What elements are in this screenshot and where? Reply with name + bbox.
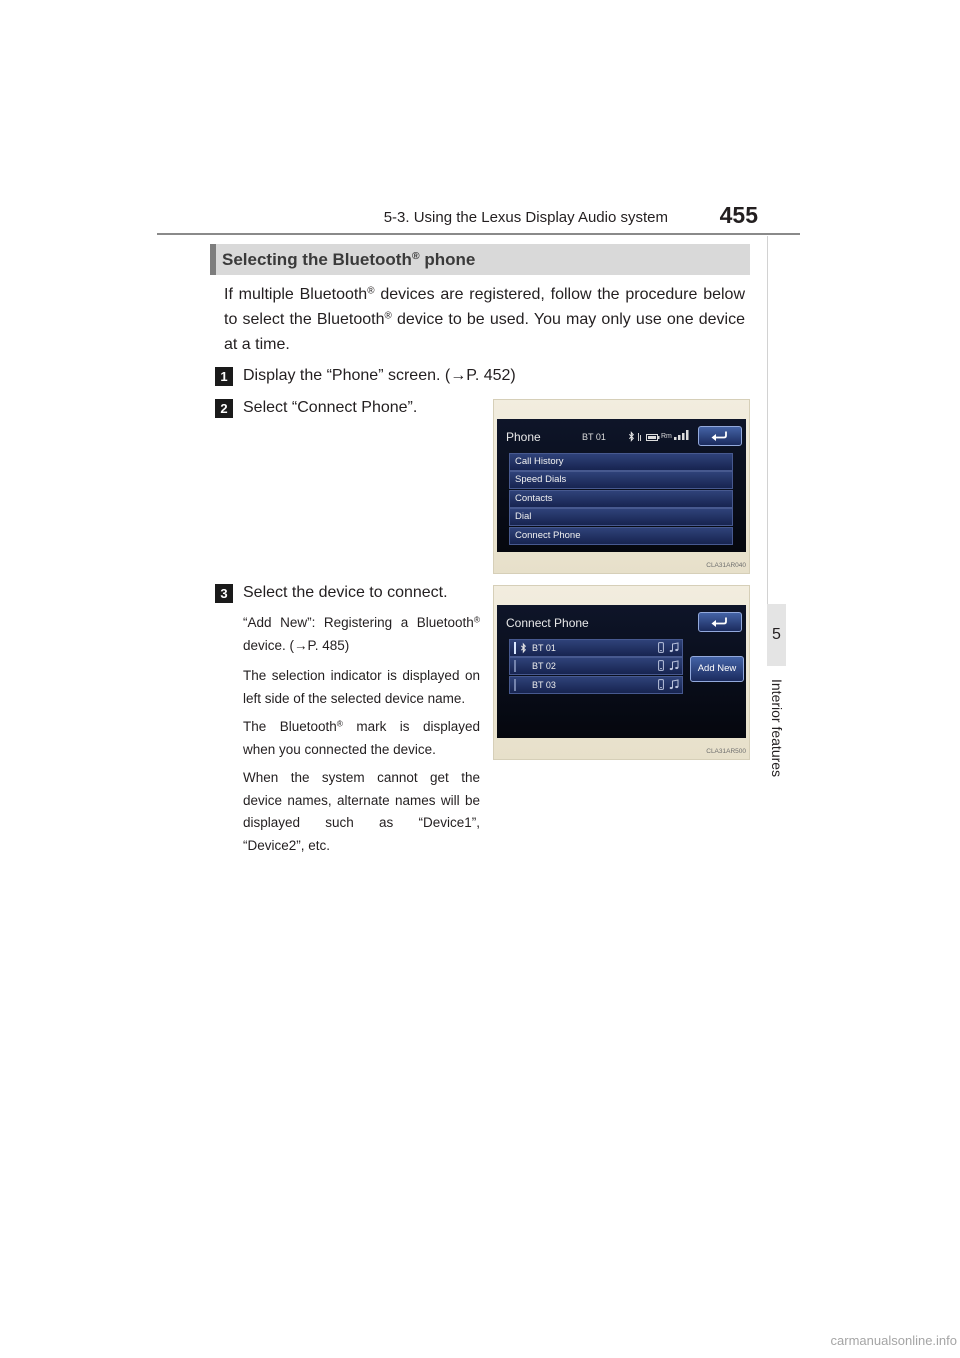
music-note-icon (669, 642, 679, 653)
note-line: device names, alternate names will be (243, 792, 480, 808)
bluetooth-icon (628, 431, 635, 442)
note-bluetooth-mark (243, 716, 480, 761)
note-add-new (243, 612, 480, 657)
back-button (698, 612, 742, 632)
step-number-3: 3 (215, 584, 233, 603)
header-rule (157, 233, 800, 235)
note-line: device. (→P. 485) (243, 637, 350, 653)
bluetooth-icon (520, 642, 527, 654)
text-run: devices are registered, follow the procedure below (374, 286, 745, 303)
heading-text: phone (419, 250, 476, 269)
device-row-bt02 (509, 657, 683, 675)
section-heading-bar (210, 244, 750, 275)
roaming-indicator: Rm (661, 433, 672, 440)
device-row-bt03 (509, 676, 683, 694)
text-run: If multiple Bluetooth (224, 286, 368, 303)
figure-code: CLA31AR500 (706, 748, 746, 755)
menu-item-call-history: Call History (509, 453, 733, 471)
note-line: “Device2”, etc. (243, 838, 331, 854)
selection-indicator (514, 679, 516, 691)
data-transfer-icon (637, 432, 642, 442)
registered-mark: ® (411, 250, 420, 263)
step-text-2: Select “Connect Phone”. (243, 399, 418, 416)
battery-icon (646, 434, 660, 441)
menu-item-connect-phone: Connect Phone (509, 527, 733, 545)
chapter-title-tab: Interior features (769, 679, 785, 778)
screen-title: Connect Phone (506, 616, 589, 630)
step-number-2: 2 (215, 399, 233, 418)
page-number: 455 (719, 202, 758, 228)
phone-screen (497, 419, 746, 552)
connected-device-name: BT 01 (582, 432, 606, 442)
running-header-section: 5-3. Using the Lexus Display Audio system (383, 209, 668, 226)
music-note-icon (669, 679, 679, 690)
heading-text: Selecting the Bluetooth (222, 250, 412, 269)
thumb-tab-line (767, 236, 768, 604)
selection-indicator (514, 660, 516, 672)
menu-item-contacts: Contacts (509, 490, 733, 508)
registered-mark: ® (336, 718, 343, 729)
note-line (243, 612, 480, 635)
note-line: The selection indicator is displayed on (243, 668, 480, 683)
music-note-icon (669, 660, 679, 671)
screen-title: Phone (506, 430, 541, 444)
menu-item-dial: Dial (509, 508, 733, 526)
intro-paragraph (224, 282, 745, 357)
step-text-1: Display the “Phone” screen. (→P. 452) (243, 367, 516, 384)
step-text-3: Select the device to connect. (243, 584, 448, 601)
device-row-bt01 (509, 639, 683, 657)
device-name: BT 03 (532, 680, 556, 690)
intro-line (224, 307, 745, 332)
registered-mark: ® (367, 285, 375, 297)
device-name: BT 01 (532, 643, 556, 653)
chapter-number-tab: 5 (767, 604, 786, 666)
connect-phone-screen (497, 605, 746, 738)
site-watermark: carmanualsonline.info (830, 1333, 957, 1348)
text-run: to select the Bluetooth (224, 311, 385, 328)
step-number-1: 1 (215, 367, 233, 386)
text-run: mark is displayed (342, 719, 481, 734)
phone-icon (658, 679, 664, 690)
text-run: The Bluetooth (243, 719, 337, 734)
back-arrow-icon (710, 616, 730, 628)
note-line: displayed such as “Device1”, (243, 815, 480, 831)
phone-icon (658, 660, 664, 671)
back-arrow-icon (710, 430, 730, 442)
intro-line (224, 282, 745, 307)
registered-mark: ® (384, 310, 392, 322)
figure-code: CLA31AR040 (706, 562, 746, 569)
text-run: “Add New”: Registering a Bluetooth (243, 615, 474, 630)
note-line: When the system cannot get the (243, 770, 480, 785)
menu-item-speed-dials: Speed Dials (509, 471, 733, 489)
note-alternate-names (243, 767, 480, 858)
text-run: device to be used. You may only use one device (391, 311, 745, 328)
phone-icon (658, 642, 664, 653)
connect-phone-figure (493, 585, 750, 760)
signal-strength-icon (674, 430, 690, 440)
selection-indicator (514, 642, 516, 654)
heading-stripe (210, 244, 216, 275)
add-new-button: Add New (690, 656, 744, 682)
section-heading (222, 244, 475, 275)
note-selection-indicator (243, 665, 480, 710)
note-line: when you connected the device. (243, 741, 436, 757)
phone-screen-figure (493, 399, 750, 574)
note-line: left side of the selected device name. (243, 690, 466, 706)
note-line (243, 716, 480, 739)
intro-line: at a time. (224, 336, 290, 353)
device-name: BT 02 (532, 661, 556, 671)
registered-mark: ® (473, 614, 480, 625)
back-button (698, 426, 742, 446)
